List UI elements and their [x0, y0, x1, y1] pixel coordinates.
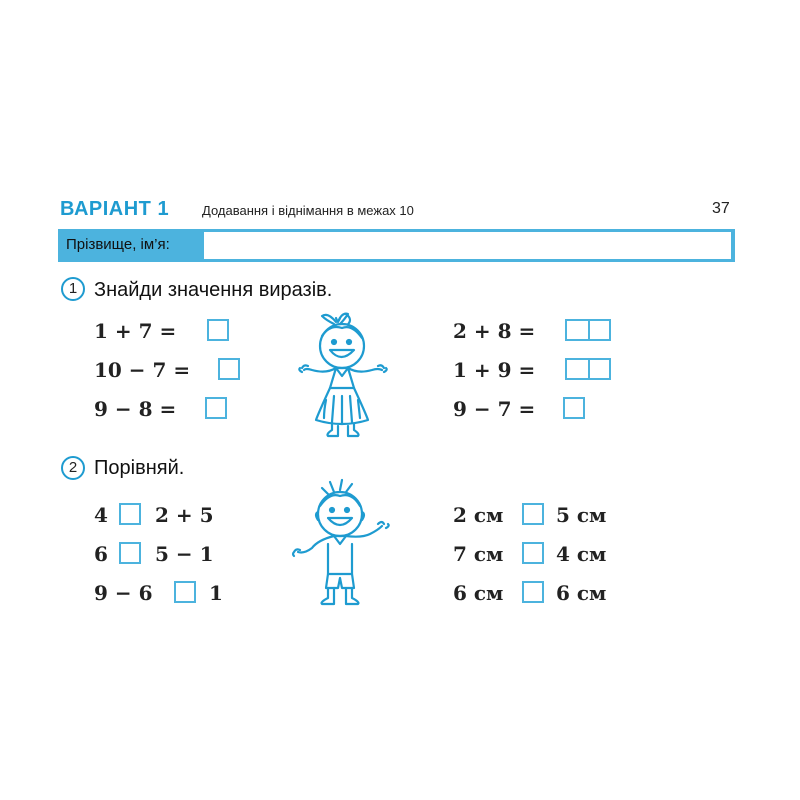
- compare-box[interactable]: [522, 542, 544, 564]
- answer-box[interactable]: [563, 397, 585, 419]
- compare-box[interactable]: [174, 581, 196, 603]
- task-1-right-expr-3: 9 − 7 =: [453, 397, 536, 421]
- task-1-right-expr-2: 1 + 9 =: [453, 358, 536, 382]
- task-2-right-b-2: 4 см: [556, 542, 607, 566]
- answer-box[interactable]: [207, 319, 229, 341]
- task-2-right-a-2: 7 см: [453, 542, 504, 566]
- task-2-left-a-1: 4: [94, 503, 108, 527]
- task-2-title: Порівняй.: [94, 457, 185, 479]
- task-1-right-expr-1: 2 + 8 =: [453, 319, 536, 343]
- task-2-right-b-1: 5 см: [556, 503, 607, 527]
- task-2-right-a-1: 2 см: [453, 503, 504, 527]
- compare-box[interactable]: [522, 503, 544, 525]
- answer-box[interactable]: [205, 397, 227, 419]
- boy-drawing-icon: [290, 478, 392, 608]
- answer-box[interactable]: [218, 358, 240, 380]
- task-1-number: 1: [61, 277, 85, 301]
- task-2-number: 2: [61, 456, 85, 480]
- compare-box[interactable]: [119, 503, 141, 525]
- topic-title: Додавання і віднімання в межах 10: [202, 203, 414, 218]
- task-2-left-a-3: 9 − 6: [94, 581, 153, 605]
- girl-drawing-icon: [296, 310, 392, 438]
- task-1-left-expr-1: 1 + 7 =: [94, 319, 177, 343]
- compare-box[interactable]: [522, 581, 544, 603]
- answer-box-double[interactable]: [565, 358, 611, 380]
- compare-box[interactable]: [119, 542, 141, 564]
- task-2-left-b-2: 5 − 1: [155, 542, 214, 566]
- answer-box-double[interactable]: [565, 319, 611, 341]
- task-1-left-expr-3: 9 − 8 =: [94, 397, 177, 421]
- task-2-left-b-1: 2 + 5: [155, 503, 214, 527]
- task-2-right-b-3: 6 см: [556, 581, 607, 605]
- task-1-left-expr-2: 10 − 7 =: [94, 358, 191, 382]
- task-2-right-a-3: 6 см: [453, 581, 504, 605]
- variant-title: ВАРІАНТ 1: [60, 198, 170, 220]
- task-1-title: Знайди значення виразів.: [94, 279, 333, 301]
- page-number: 37: [712, 200, 730, 217]
- name-input[interactable]: [204, 232, 731, 259]
- task-2-left-b-3: 1: [209, 581, 223, 605]
- task-2-left-a-2: 6: [94, 542, 108, 566]
- name-label: Прізвище, ім’я:: [66, 236, 170, 253]
